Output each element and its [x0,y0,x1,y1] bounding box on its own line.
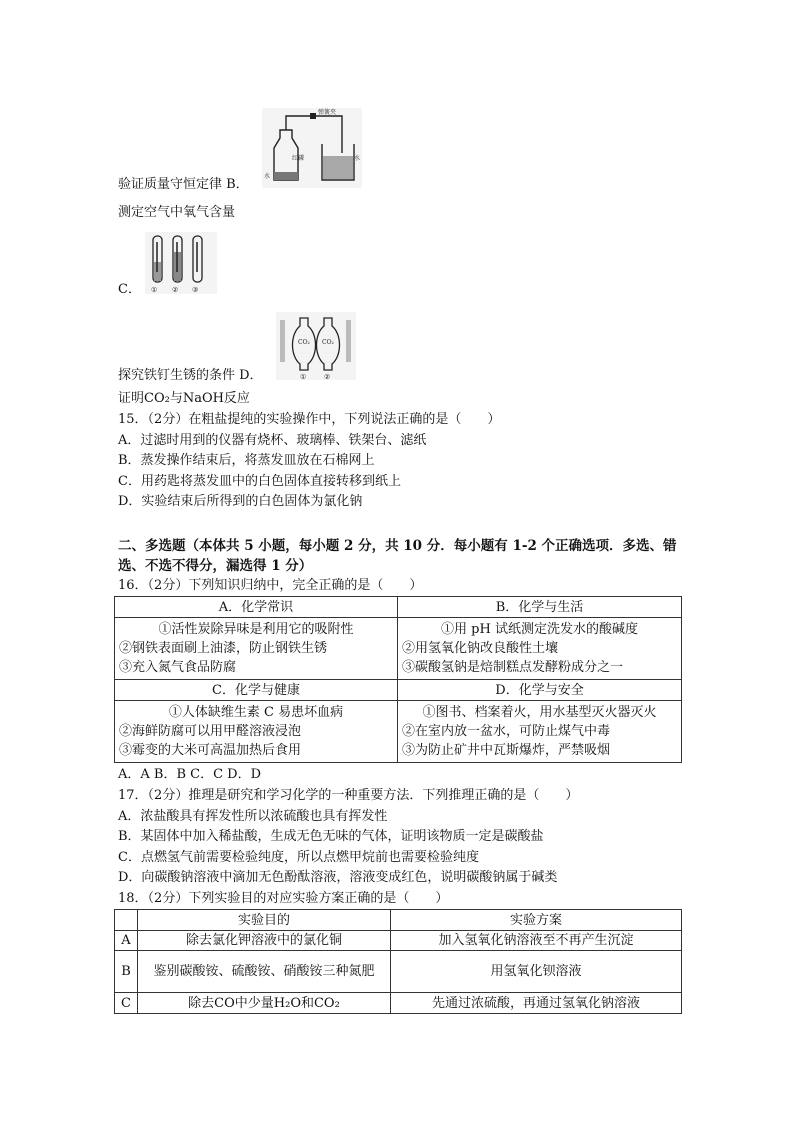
q16-d-item: ①图书、档案着火，用水基型灭火器灭火 [422,705,657,720]
fig-b-label: 水 [264,173,271,180]
fig-d-label: ② [324,373,331,380]
q16-a-item: ②钢铁表面刷上油漆，防止钢铁生锈 [119,641,328,656]
q18-row-plan: 用氢氧化钡溶液 [391,951,682,993]
q18-header-purpose: 实验目的 [138,910,391,931]
q18-header-plan: 实验方案 [391,910,682,931]
option-c-tail: 探究铁钉生锈的条件 D． [118,368,263,383]
q16-answer-options: A．A B．B C．C D．D [118,767,262,782]
q16-cell-title-c: C．化学与健康 [115,680,398,701]
q16-d-item: ②在室内放一盆水，可防止煤气中毒 [402,724,611,739]
option-c-label: C． [118,282,141,297]
fig-c-label: ③ [192,286,199,294]
q16-cell-a [115,618,398,680]
option-a-tail: 验证质量守恒定律 B． [118,177,249,192]
q18-stem: 18．（2分）下列实验目的对应实验方案正确的是（ ） [118,891,449,906]
section2-title-line2: 选、不选不得分，漏选得 1 分） [118,558,313,574]
q16-c-item: ①人体缺维生素 C 易患坏血病 [168,705,344,720]
q16-a-item: ①活性炭除异味是利用它的吸附性 [158,622,354,637]
q16-cell-b [398,618,682,680]
figure-co2-bottles [276,312,356,380]
option-b-caption: 测定空气中氧气含量 [118,205,236,220]
q16-cell-title-a: A．化学常识 [115,597,398,618]
q17-option-b: B．某固体中加入稀盐酸，生成无色无味的气体，证明该物质一定是碳酸盐 [118,829,544,844]
q15-option-d: D．实验结束后所得到的白色固体为氯化钠 [118,494,363,509]
q18-row-purpose: 鉴别碳酸铵、硫酸铵、硝酸铵三种氮肥 [138,951,391,993]
q16-cell-d [398,701,682,763]
q15-option-b: B．蒸发操作结束后，将蒸发皿放在石棉网上 [118,453,375,468]
q16-cell-title-b: B．化学与生活 [398,597,682,618]
q18-row-purpose: 除去CO中少量H₂O和CO₂ [138,993,391,1014]
q18-row-purpose: 除去氯化钾溶液中的氯化铜 [138,931,391,951]
q18-header-blank [115,910,138,931]
option-d-caption: 证明CO₂与NaOH反应 [118,391,250,406]
fig-b-label: 水 [354,155,361,162]
q16-stem: 16．（2分）下列知识归纳中，完全正确的是（ ） [118,578,423,593]
fig-d-label: CO₂ [298,339,310,346]
q18-row-plan: 先通过浓硫酸，再通过氢氧化钠溶液 [391,993,682,1014]
figure-test-tubes [145,232,217,294]
q16-cell-c [115,701,398,763]
q16-table [114,596,682,763]
fig-d-label: ① [300,373,307,380]
fig-b-label: 弹簧夹 [318,109,337,116]
q16-b-item: ③碳酸氢钠是焙制糕点发酵粉成分之一 [402,660,624,675]
q18-row-label: B [115,951,138,993]
q15-stem: 15．（2分）在粗盐提纯的实验操作中，下列说法正确的是（ ） [118,412,501,427]
q17-option-a: A．浓盐酸具有挥发性所以浓硫酸也具有挥发性 [118,809,388,824]
q18-row-label: C [115,993,138,1014]
fig-b-label: 红磷 [292,155,305,162]
q18-row-label: A [115,931,138,951]
q16-b-item: ①用 pH 试纸测定洗发水的酸碱度 [441,622,638,637]
figure-oxygen-apparatus [262,108,362,188]
fig-c-label: ② [172,286,179,294]
section2-title-line1: 二、多选题（本体共 5 小题，每小题 2 分，共 10 分．每小题有 1-2 个正确选项．多选、错 [118,538,677,554]
q15-option-c: C．用药匙将蒸发皿中的白色固体直接转移到纸上 [118,474,401,489]
q16-a-item: ③充入氮气食品防腐 [119,660,237,675]
q16-cell-title-d: D．化学与安全 [398,680,682,701]
q15-option-a: A．过滤时用到的仪器有烧杯、玻璃棒、铁架台、滤纸 [118,433,427,448]
q18-row-plan: 加入氢氧化钠溶液至不再产生沉淀 [391,931,682,951]
q17-stem: 17．（2分）推理是研究和学习化学的一种重要方法．下列推理正确的是（ ） [118,788,579,803]
fig-c-label: ① [151,286,158,294]
q18-table [114,909,682,1014]
q16-c-item: ②海鲜防腐可以用甲醛溶液浸泡 [119,724,302,739]
q16-d-item: ③为防止矿井中瓦斯爆炸，严禁吸烟 [402,743,611,758]
q17-option-d: D．向碳酸钠溶液中滴加无色酚酞溶液，溶液变成红色，说明碳酸钠属于碱类 [118,870,558,885]
fig-d-label: CO₂ [322,339,334,346]
q16-b-item: ②用氢氧化钠改良酸性土壤 [402,641,559,656]
q17-option-c: C．点燃氢气前需要检验纯度，所以点燃甲烷前也需要检验纯度 [118,850,479,865]
q16-c-item: ③霉变的大米可高温加热后食用 [119,743,302,758]
